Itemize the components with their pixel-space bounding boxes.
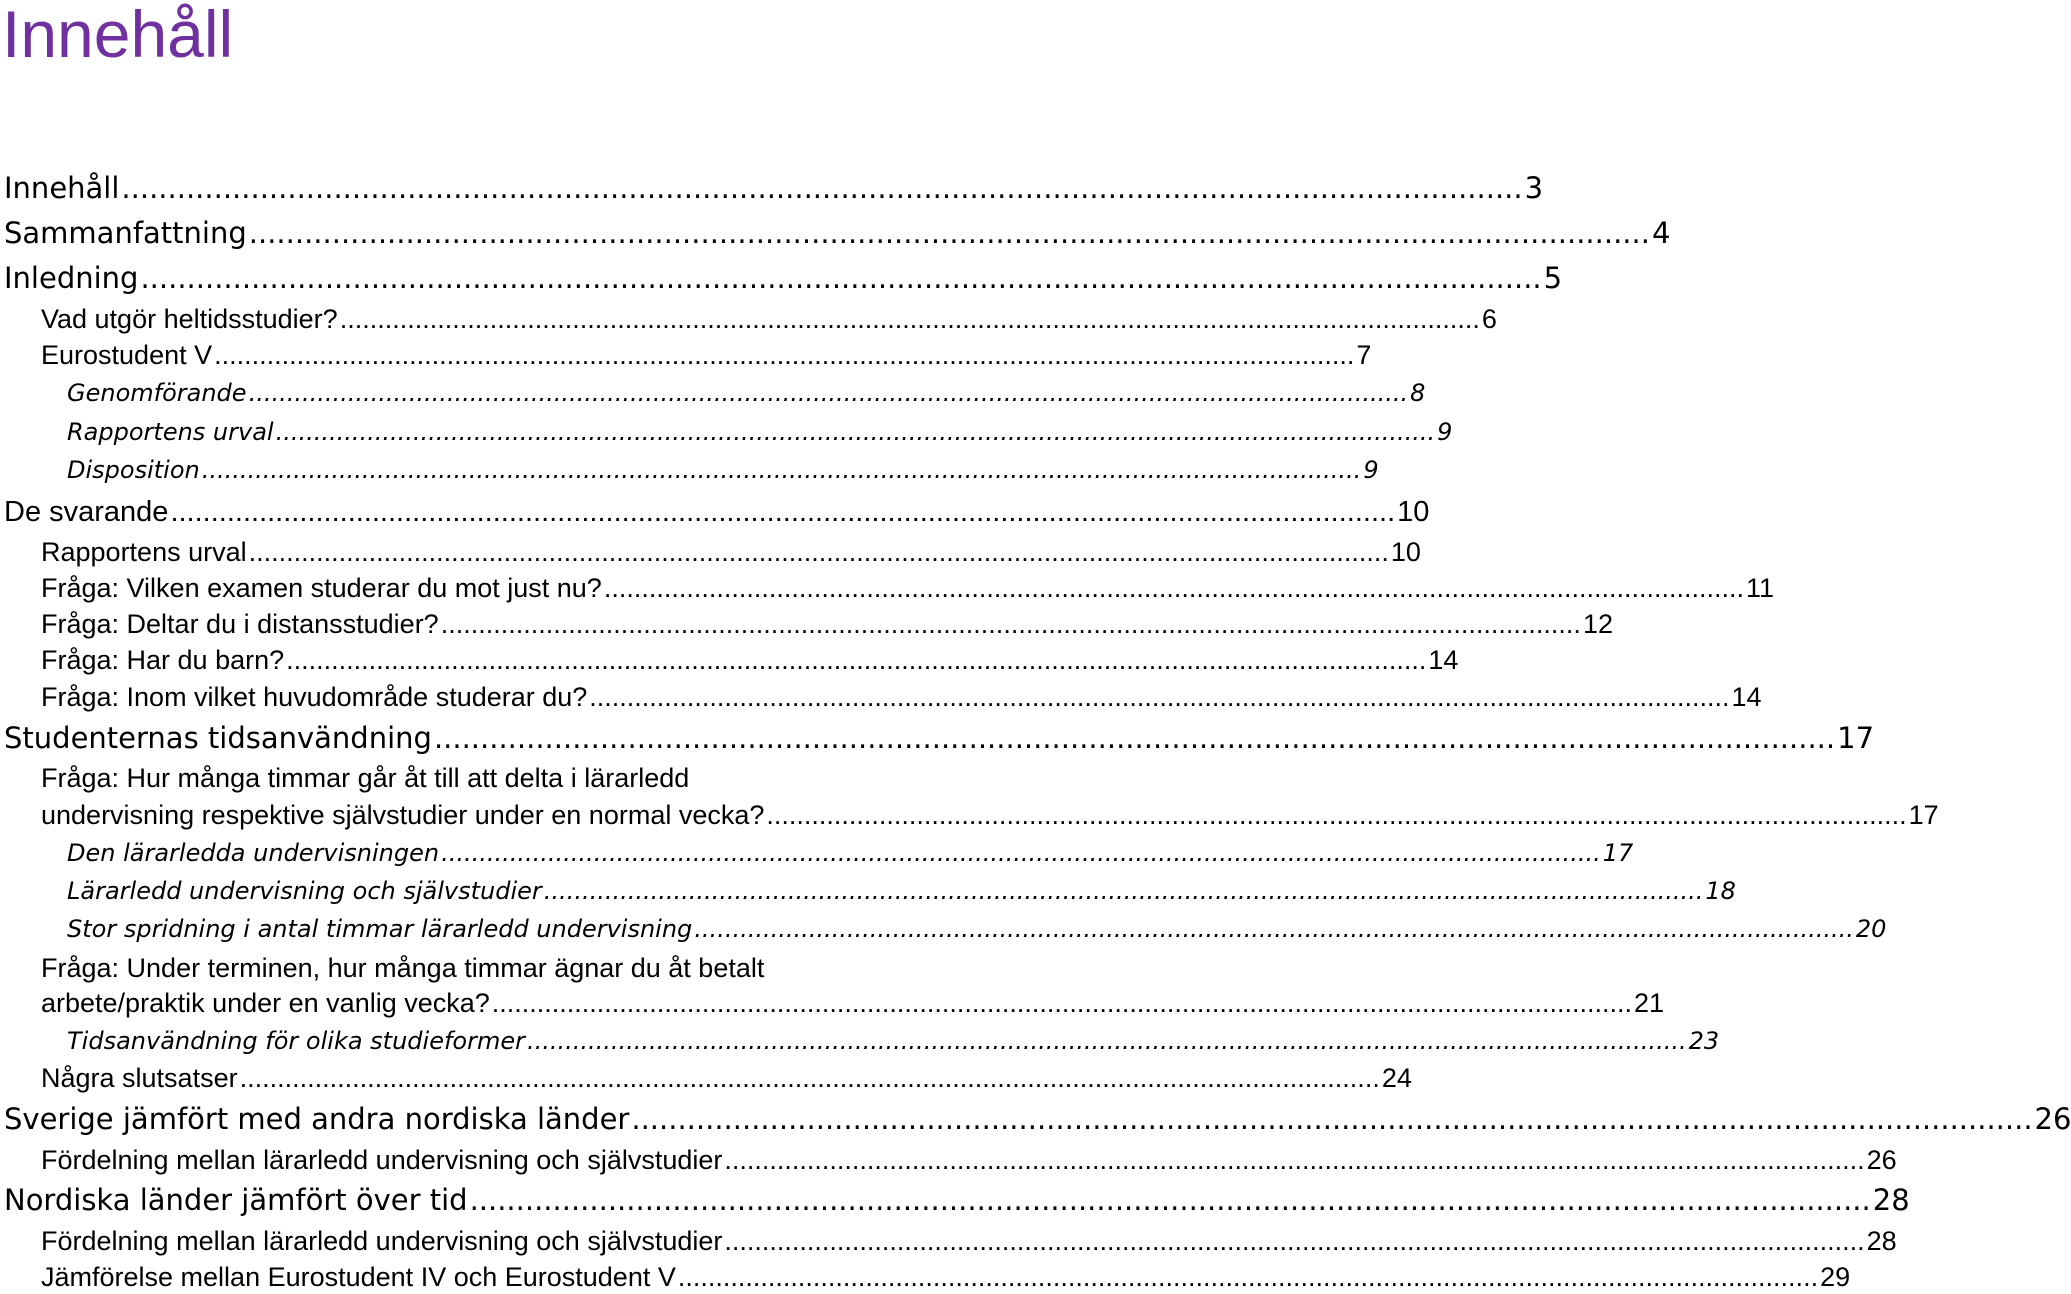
toc-entry-text: Genomförande	[67, 379, 247, 407]
toc-entry[interactable]	[41, 798, 1939, 832]
dot-leader: ........................................................................................................................................................	[543, 877, 1704, 905]
dot-leader: ........................................................................................................................................................	[766, 800, 1907, 830]
toc-entry[interactable]	[4, 720, 1875, 756]
toc-page-number: 17	[1908, 800, 1939, 830]
dot-leader: ........................................................................................................................................................	[441, 839, 1601, 867]
toc-page-number: 28	[1872, 1183, 1910, 1217]
dot-leader: ........................................................................................................................................................	[248, 379, 1409, 407]
dot-leader: ........................................................................................................................................................	[239, 1063, 1380, 1093]
toc-entry[interactable]	[4, 494, 1430, 530]
toc-entry[interactable]	[41, 338, 1372, 372]
toc-page-number: 10	[1390, 537, 1421, 567]
toc-entry-text: Vad utgör heltidsstudier?	[41, 304, 338, 334]
dot-leader: ........................................................................................................................................................	[339, 304, 1480, 334]
dot-leader: ........................................................................................................................................................	[724, 1145, 1865, 1175]
toc-page-number: 24	[1381, 1063, 1412, 1093]
dot-leader: ........................................................................................................................................................	[170, 496, 1396, 528]
dot-leader: ........................................................................................................................................................	[724, 1226, 1865, 1256]
toc-page-number: 18	[1705, 877, 1736, 905]
toc-entry-text[interactable]: Fråga: Under terminen, hur många timmar ägnar du åt betalt	[41, 953, 765, 983]
toc-entry[interactable]	[41, 680, 1762, 714]
dot-leader: ........................................................................................................................................................	[440, 609, 1581, 639]
toc-page-number: 20	[1855, 915, 1887, 943]
toc-page-number: 8	[1410, 379, 1426, 407]
dot-leader: ........................................................................................................................................................	[469, 1183, 1871, 1217]
dot-leader: ........................................................................................................................................................	[694, 915, 1854, 943]
dot-leader: ........................................................................................................................................................	[491, 988, 1633, 1018]
toc-page-number: 29	[1820, 1262, 1851, 1292]
dot-leader: ........................................................................................................................................................	[677, 1262, 1819, 1292]
toc-page-number: 5	[1543, 261, 1563, 295]
dot-leader: ........................................................................................................................................................	[275, 418, 1436, 446]
toc-entry[interactable]	[67, 455, 1379, 485]
toc-entry[interactable]	[41, 1061, 1412, 1095]
toc-page-number: 17	[1602, 839, 1634, 867]
toc-page-number: 12	[1582, 609, 1613, 639]
page-title: Innehåll	[2, 0, 234, 71]
toc-entry[interactable]	[4, 260, 1563, 296]
toc-page-number: 11	[1746, 573, 1775, 603]
toc-entry-text: Nordiska länder jämfört över tid	[4, 1183, 468, 1217]
toc-entry-text: Fördelning mellan lärarledd undervisning och självstudier	[41, 1145, 723, 1175]
toc-entry-text: Fråga: Vilken examen studerar du mot just nu?	[41, 573, 602, 603]
toc-entry-text: Den lärarledda undervisningen	[67, 839, 440, 867]
toc-entry-text[interactable]: Fråga: Hur många timmar går åt till att delta i lärarledd	[41, 763, 690, 793]
toc-entry-text: Eurostudent V	[41, 340, 213, 370]
dot-leader: ........................................................................................................................................................	[201, 456, 1362, 484]
toc-entry-text: Stor spridning i antal timmar lärarledd undervisning	[67, 915, 693, 943]
dot-leader: ........................................................................................................................................................	[589, 682, 1730, 712]
toc-entry-text: Sammanfattning	[4, 216, 247, 250]
toc-entry-text-continued: arbete/praktik under en vanlig vecka?	[41, 988, 490, 1018]
toc-entry[interactable]	[41, 986, 1665, 1020]
toc-page-number: 23	[1688, 1027, 1720, 1055]
toc-page-number: 21	[1634, 988, 1665, 1018]
toc-entry-text: Inledning	[4, 261, 139, 295]
toc-entry-text: Några slutsatser	[41, 1063, 238, 1093]
toc-entry-text: Jämförelse mellan Eurostudent IV och Eurostudent V	[41, 1262, 676, 1292]
toc-entry[interactable]	[41, 535, 1421, 569]
toc-entry[interactable]	[67, 838, 1634, 868]
toc-entry[interactable]	[4, 170, 1544, 206]
dot-leader: ........................................................................................................................................................	[248, 537, 1389, 567]
dot-leader: ........................................................................................................................................................	[248, 216, 1650, 250]
dot-leader: ........................................................................................................................................................	[631, 1102, 2033, 1136]
toc-page-number: 10	[1397, 496, 1430, 528]
toc-entry[interactable]	[67, 378, 1426, 408]
toc-entry[interactable]	[4, 1182, 1910, 1218]
toc-entry-text: Sverige jämfört med andra nordiska länder	[4, 1102, 630, 1136]
toc-entry[interactable]	[41, 1224, 1897, 1258]
dot-leader: ........................................................................................................................................................	[603, 573, 1745, 603]
dot-leader: ........................................................................................................................................................	[140, 261, 1542, 295]
toc-entry-text: Fråga: Deltar du i distansstudier?	[41, 609, 439, 639]
toc-entry-text: Disposition	[67, 456, 200, 484]
toc-page-number: 4	[1651, 216, 1671, 250]
toc-entry-text: De svarande	[4, 496, 169, 528]
toc-page-number: 26	[2034, 1102, 2071, 1136]
toc-page-number: 7	[1356, 340, 1372, 370]
toc-entry-text: Fråga: Inom vilket huvudområde studerar du?	[41, 682, 588, 712]
toc-page-number: 26	[1866, 1145, 1897, 1175]
toc-entry-text: Rapportens urval	[67, 418, 274, 446]
toc-entry-text: Tidsanvändning för olika studieformer	[67, 1027, 525, 1055]
toc-entry-text: Fördelning mellan lärarledd undervisning och självstudier	[41, 1226, 723, 1256]
toc-page-number: 14	[1428, 645, 1459, 675]
toc-entry[interactable]	[41, 1143, 1897, 1177]
toc-entry[interactable]	[41, 1260, 1851, 1294]
toc-entry-text: Studenternas tidsanvändning	[4, 721, 432, 755]
toc-entry[interactable]	[67, 1026, 1720, 1056]
dot-leader: ........................................................................................................................................................	[286, 645, 1427, 675]
toc-entry[interactable]	[67, 914, 1887, 944]
toc-page-number: 3	[1524, 171, 1544, 205]
toc-entry[interactable]	[67, 876, 1736, 906]
dot-leader: ........................................................................................................................................................	[121, 171, 1523, 205]
toc-page-number: 17	[1837, 721, 1875, 755]
toc-entry-text-continued: undervisning respektive självstudier under en normal vecka?	[41, 800, 765, 830]
toc-page-number: 9	[1437, 418, 1453, 446]
toc-entry-text: Rapportens urval	[41, 537, 247, 567]
toc-page-number: 6	[1481, 304, 1497, 334]
dot-leader: ........................................................................................................................................................	[433, 721, 1836, 755]
toc-page-number: 9	[1363, 456, 1379, 484]
toc-entry-text: Lärarledd undervisning och självstudier	[67, 877, 542, 905]
toc-entry[interactable]	[41, 607, 1613, 641]
toc-entry[interactable]	[41, 571, 1775, 605]
toc-page-number: 28	[1866, 1226, 1897, 1256]
toc-entry[interactable]	[41, 302, 1497, 336]
toc-entry[interactable]	[41, 643, 1459, 677]
toc-entry[interactable]	[67, 417, 1453, 447]
toc-entry[interactable]	[4, 215, 1671, 251]
dot-leader: ........................................................................................................................................................	[214, 340, 1355, 370]
toc-entry[interactable]	[4, 1101, 2071, 1137]
dot-leader: ........................................................................................................................................................	[526, 1027, 1687, 1055]
toc-page-number: 14	[1731, 682, 1762, 712]
toc-entry-text: Innehåll	[4, 171, 120, 205]
toc-entry-text: Fråga: Har du barn?	[41, 645, 285, 675]
